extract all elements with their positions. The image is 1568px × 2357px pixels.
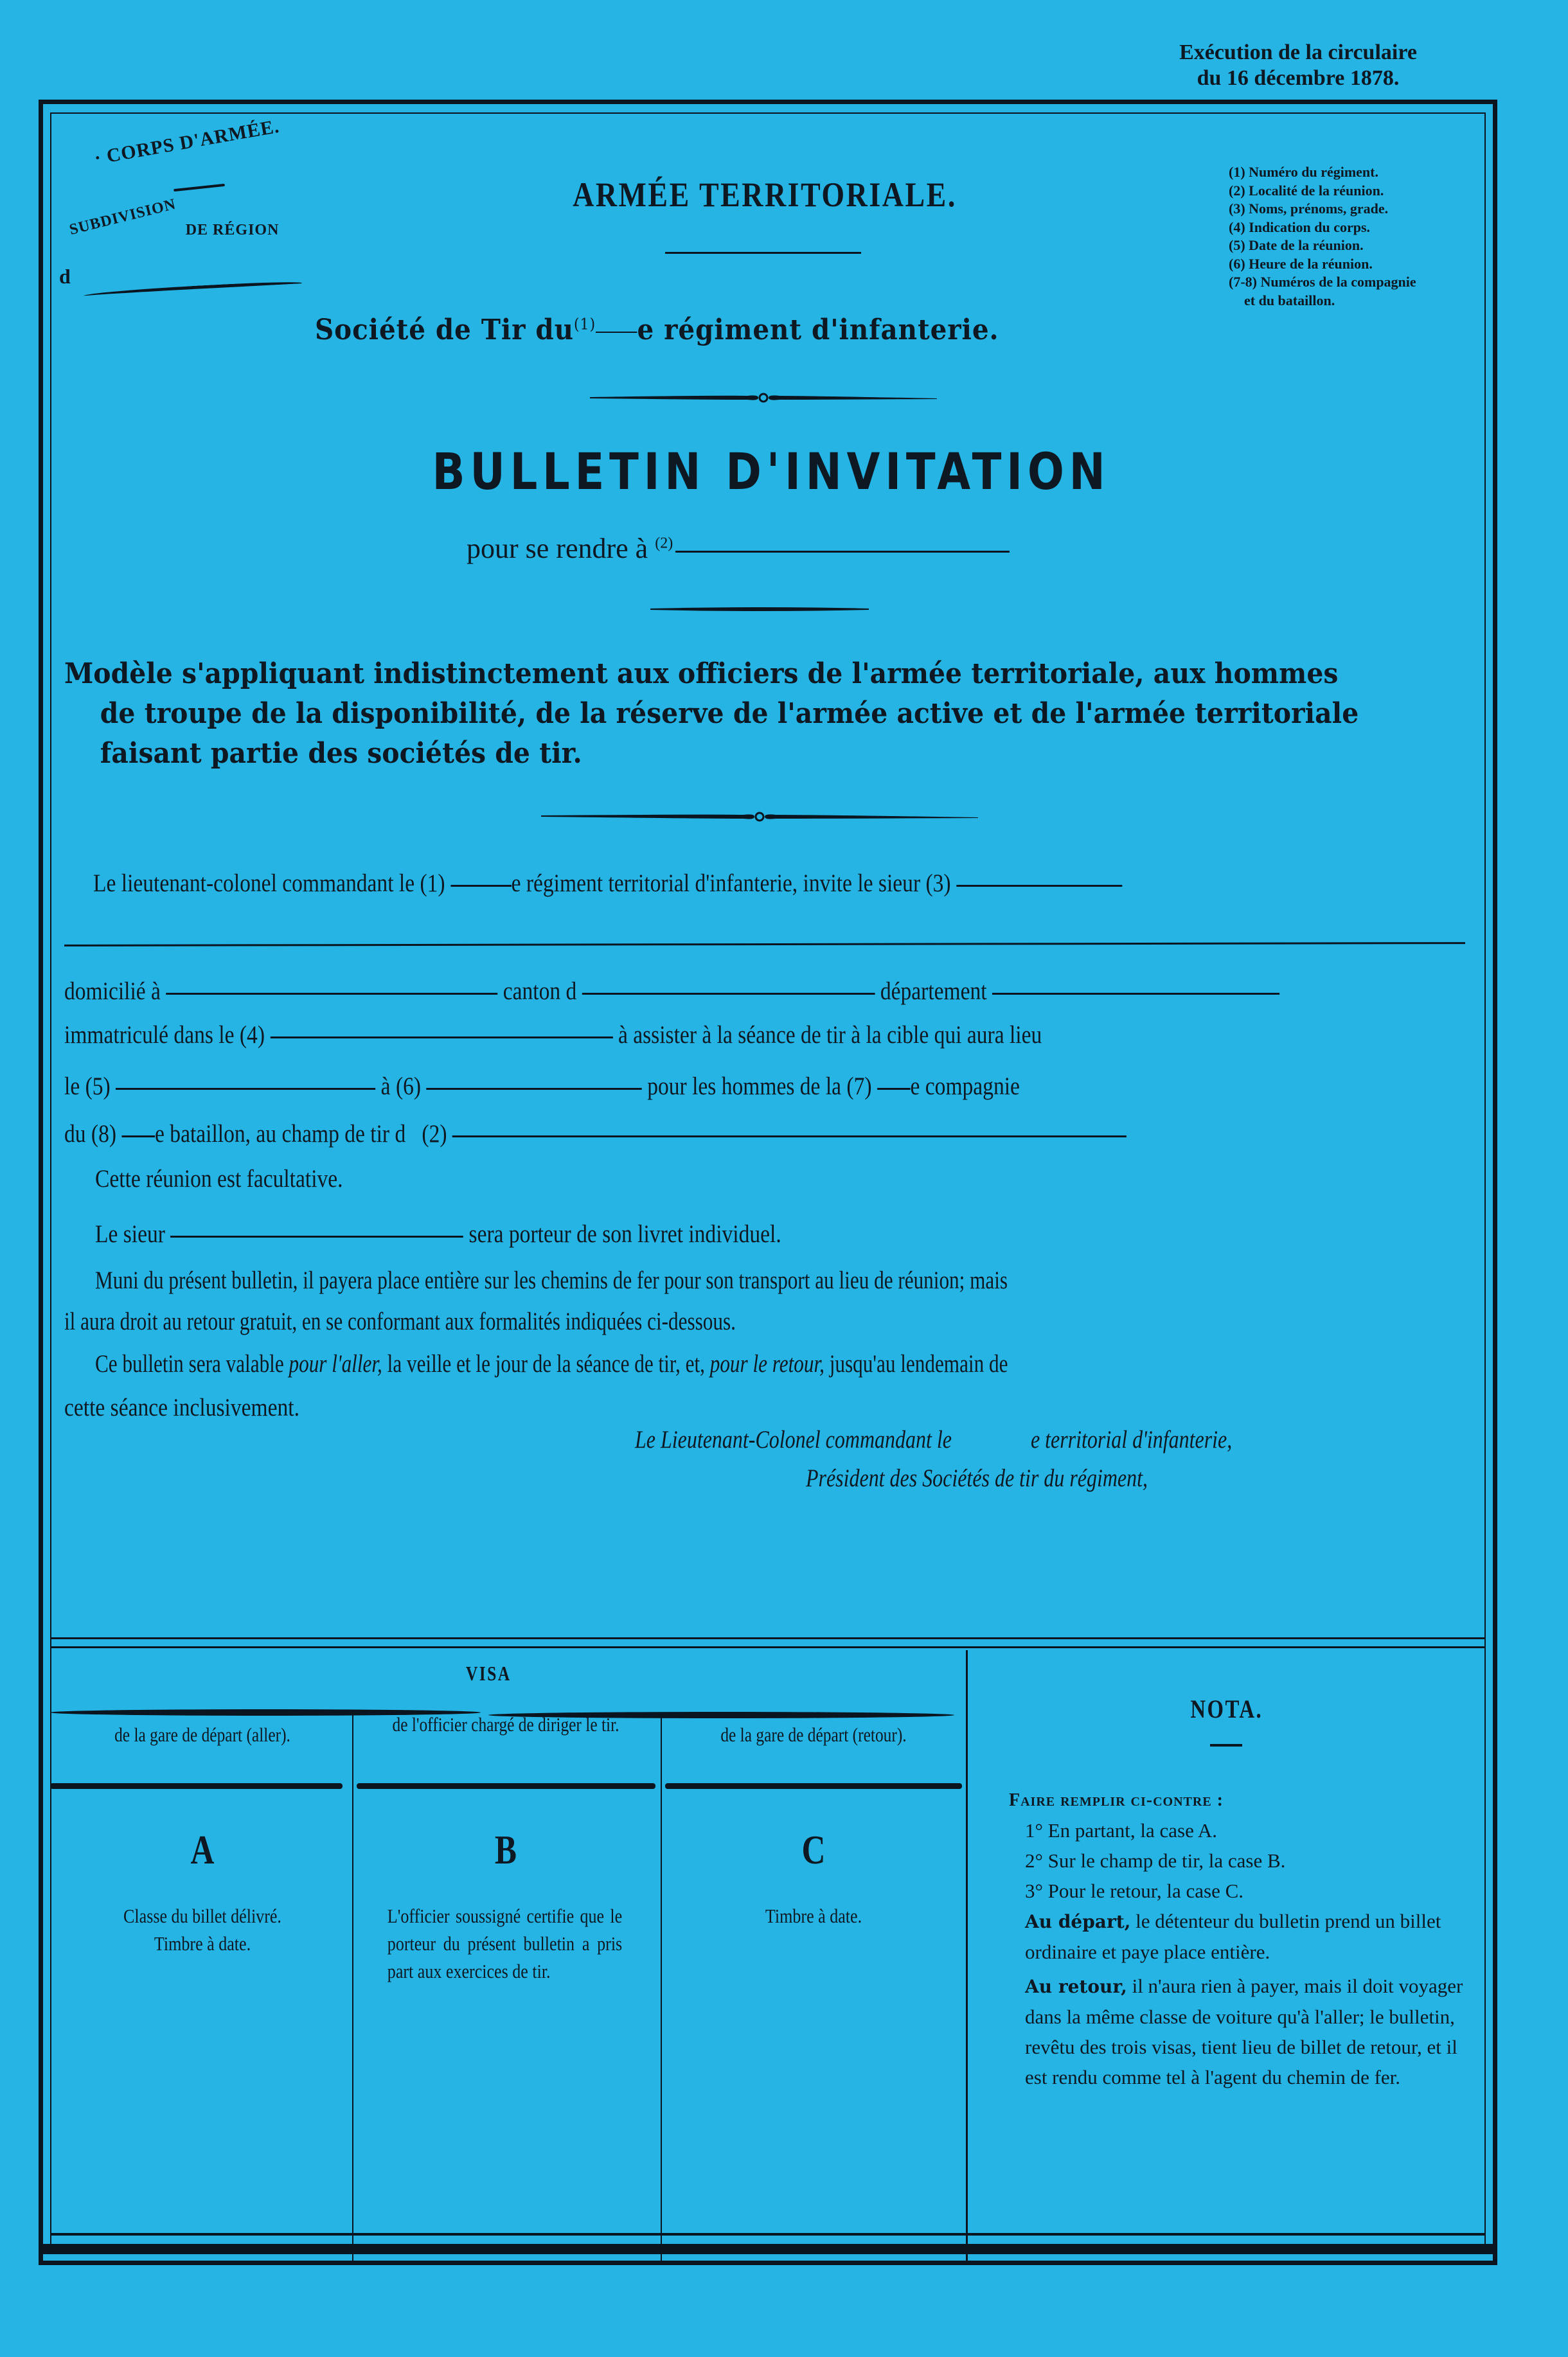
nota-retour [1009, 1971, 1472, 2092]
sieur-field[interactable] [956, 884, 1122, 887]
ornament-divider [590, 392, 937, 404]
form-text: e compagnie [910, 1072, 1020, 1100]
signature-line-2: Président des Sociétés de tir du régiment, [806, 1464, 1148, 1492]
nota-retour-bold: Au retour, [1025, 1976, 1127, 1997]
nota-body [1009, 1785, 1472, 2092]
date-field[interactable] [116, 1087, 375, 1090]
signature-line-1 [635, 1425, 1232, 1454]
circular-line-1: Exécution de la circulaire [1179, 40, 1417, 64]
regiment-number-field[interactable] [596, 331, 637, 333]
domicile-field[interactable] [166, 992, 497, 995]
form-line-5 [64, 1119, 1127, 1148]
form-text: Ce bulletin sera valable [95, 1350, 289, 1378]
nota-intro: Faire remplir ci-contre : [1009, 1790, 1224, 1810]
form-line-11: cette séance inclusivement. [64, 1394, 299, 1421]
form-text: domicilié à [64, 977, 161, 1005]
form-line-2 [64, 977, 1279, 1006]
nota-heading: NOTA. [1190, 1694, 1263, 1723]
nota-depart-bold: Au départ, [1025, 1911, 1131, 1932]
form-text: e régiment territorial d'infanterie, invite le sieur (3) [511, 869, 951, 897]
form-text: e bataillon, au champ de tir d [155, 1120, 406, 1148]
form-text-italic: pour l'aller, [289, 1350, 382, 1378]
society-post: e régiment d'infanterie. [637, 314, 999, 346]
column-divider [352, 1714, 353, 2265]
model-line: de troupe de la disponibilité, de la réserve de l'armée active et de l'armée territoriale [100, 697, 1359, 730]
legend-item: (3) Noms, prénoms, grade. [1229, 200, 1389, 217]
army-heading: ARMÉE TERRITORIALE. [573, 175, 957, 214]
optional-notice: Cette réunion est facultative. [95, 1165, 343, 1193]
form-line-3 [64, 1020, 1042, 1049]
footnote-legend [1229, 163, 1416, 310]
case-c-letter: C [801, 1827, 826, 1872]
form-text: à (6) [380, 1072, 422, 1100]
corps-label: · CORPS D'ARMÉE. [93, 115, 281, 170]
battalion-field[interactable] [121, 1135, 155, 1137]
nota-item: 1° En partant, la case A. [1025, 1819, 1218, 1842]
society-ref: (1) [574, 315, 596, 334]
case-a-body[interactable]: Classe du billet délivré. Timbre à date. [123, 1905, 281, 1955]
column-a-rule [50, 1783, 343, 1789]
legend-item: (1) Numéro du régiment. [1229, 164, 1378, 180]
nota-divider [966, 1650, 968, 2265]
bulletin-title: BULLETIN D'INVITATION [432, 443, 1110, 501]
model-line: faisant partie des sociétés de tir. [100, 737, 582, 770]
form-text: canton d [503, 977, 577, 1005]
nota-rule [1210, 1744, 1242, 1747]
nota-depart [1009, 1906, 1472, 1967]
subdivision-word: SUBDIVISION [67, 195, 178, 239]
form-text: à assister à la séance de tir à la cible qui aura lieu [618, 1021, 1042, 1049]
form-text: la veille et le jour de la séance de tir, et, [382, 1350, 710, 1378]
signature-text: Le Lieutenant-Colonel commandant le [635, 1426, 952, 1454]
region-word: DE RÉGION [181, 222, 280, 238]
case-b-body[interactable]: L'officier soussigné certifie que le porteur du présent bulletin a pris part aux exercices de tir. [387, 1905, 623, 1982]
model-description [64, 654, 1367, 774]
nota-item: 3° Pour le retour, la case C. [1025, 1880, 1244, 1902]
form-text: département [880, 977, 987, 1005]
section-divider [50, 1637, 1486, 1639]
nota-retour-text: il n'aura rien à payer, mais il doit voyager dans la même classe de voiture qu'à l'aller; le bulletin, revêtu des trois visas, tient lieu de billet de retour, et il est rendu comme tel à l'agent du chemin de fer. [1025, 1975, 1463, 2088]
nota-item: 2° Sur le champ de tir, la case B. [1025, 1849, 1286, 1872]
signature-text: e territorial d'infanterie, [1030, 1426, 1233, 1454]
legend-item: (6) Heure de la réunion. [1229, 255, 1373, 272]
army-rule [665, 252, 861, 254]
case-a-letter: A [190, 1827, 215, 1872]
section-divider [50, 1646, 1486, 1648]
legend-item: (4) Indication du corps. [1229, 218, 1371, 235]
hour-field[interactable] [426, 1087, 641, 1090]
subdivision-d-label: d [59, 265, 71, 288]
column-a-header: de la gare de départ (aller). [114, 1723, 290, 1746]
form-line-8: Muni du présent bulletin, il payera place entière sur les chemins de fer pour son transport au lieu de réunion; mais [95, 1267, 1008, 1294]
form-text: du (8) [64, 1120, 117, 1148]
form-text: jusqu'au lendemain de [824, 1350, 1008, 1378]
form-text: (2) [422, 1120, 447, 1148]
case-c-body[interactable]: Timbre à date. [765, 1905, 862, 1927]
legend-item: et du bataillon. [1244, 292, 1335, 308]
form-line-7 [95, 1220, 781, 1249]
sieur-name-field[interactable] [170, 1235, 463, 1238]
short-ornament [650, 607, 869, 612]
form-text: Le sieur [95, 1220, 165, 1248]
society-pre: Société de Tir du [315, 314, 575, 346]
form-text: Le lieutenant-colonel commandant le (1) [93, 869, 445, 897]
canton-field[interactable] [582, 992, 875, 995]
form-line-9: il aura droit au retour gratuit, en se conformant aux formalités indiquées ci-dessous. [64, 1308, 736, 1335]
destination-ref: (2) [655, 535, 673, 552]
destination-label: pour se rendre à [467, 533, 648, 564]
model-line: Modèle s'appliquant indistinctement aux officiers de l'armée territoriale, aux hommes [64, 657, 1339, 690]
form-text: sera porteur de son livret individuel. [468, 1220, 781, 1248]
form-text: le (5) [64, 1072, 111, 1100]
column-c-rule [665, 1783, 962, 1789]
legend-item: (7-8) Numéros de la compagnie [1229, 274, 1416, 290]
subdivision-label [67, 195, 280, 239]
form-text: immatriculé dans le (4) [64, 1021, 265, 1049]
legend-item: (5) Date de la réunion. [1229, 237, 1364, 253]
ornament-divider [541, 811, 978, 823]
case-b-letter: B [494, 1827, 517, 1872]
form-text-italic: pour le retour, [709, 1350, 824, 1378]
form-line-10 [95, 1349, 1008, 1378]
column-b-header: de l'officier chargé de diriger le tir. [392, 1713, 619, 1736]
column-c-header: de la gare de départ (retour). [720, 1723, 907, 1746]
visa-heading: VISA [465, 1662, 512, 1685]
departement-field[interactable] [992, 992, 1279, 995]
company-field[interactable] [877, 1087, 911, 1090]
nota-depart-text: le détenteur du bulletin prend un billet ordinaire et paye place entière. [1025, 1910, 1441, 1963]
range-location-field[interactable] [452, 1135, 1127, 1137]
destination-field[interactable] [675, 550, 1010, 553]
corps-field[interactable] [270, 1036, 612, 1038]
society-line [315, 314, 1154, 346]
column-b-rule [357, 1783, 655, 1789]
destination-line [467, 532, 1010, 565]
circular-line-2: du 16 décembre 1878. [1197, 66, 1400, 90]
form-text: pour les hommes de la (7) [647, 1072, 872, 1100]
circular-reference [1144, 40, 1452, 91]
bottom-rule-thin [50, 2233, 1486, 2236]
column-divider [661, 1714, 662, 2265]
bottom-rule-thick [39, 2244, 1497, 2254]
regiment-field[interactable] [450, 884, 512, 887]
legend-item: (2) Localité de la réunion. [1229, 182, 1384, 199]
form-line-4 [64, 1072, 1020, 1101]
form-line-1 [93, 869, 1122, 898]
